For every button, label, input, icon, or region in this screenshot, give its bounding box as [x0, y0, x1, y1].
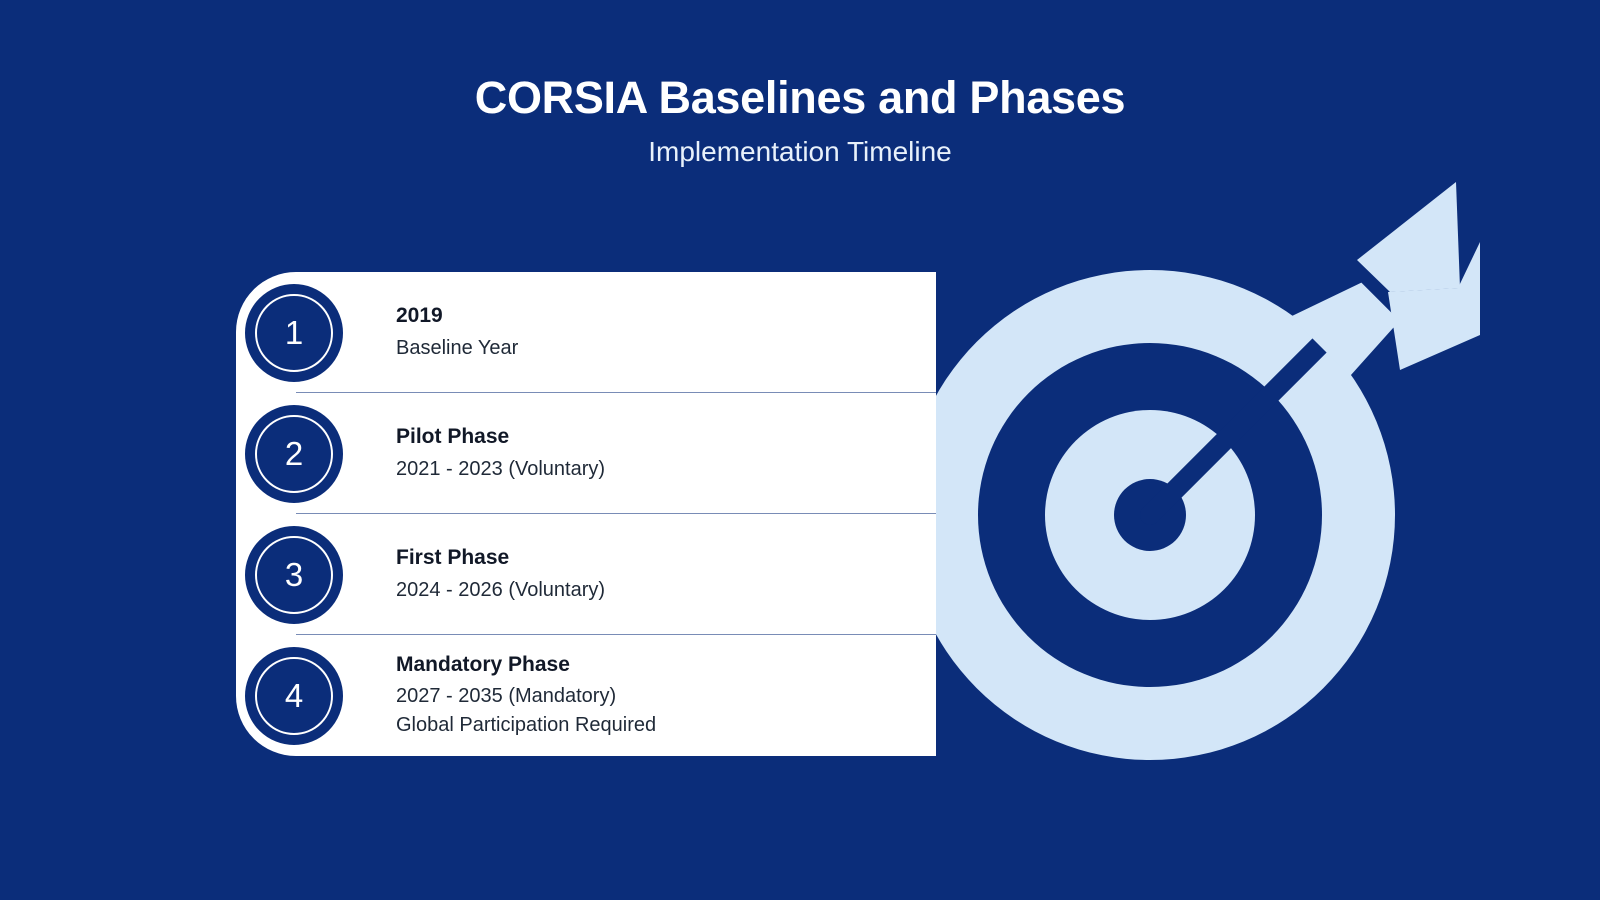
- target-with-dart-icon: [860, 170, 1480, 780]
- row-title: First Phase: [396, 546, 510, 570]
- row-text: [396, 544, 605, 604]
- row-text: [396, 651, 656, 740]
- step-number: 4: [255, 657, 333, 735]
- row-title: Mandatory Phase: [396, 652, 570, 676]
- row-description: 2021 - 2023 (Voluntary): [396, 457, 606, 480]
- step-badge: [238, 519, 350, 631]
- step-number: 1: [255, 294, 333, 372]
- timeline-list: [236, 272, 936, 756]
- row-title: 2019: [396, 304, 443, 328]
- row-description: 2024 - 2026 (Voluntary): [396, 578, 606, 601]
- list-item[interactable]: [236, 393, 936, 514]
- row-title: Pilot Phase: [396, 425, 510, 449]
- list-item[interactable]: [236, 514, 936, 635]
- list-item[interactable]: [236, 635, 936, 756]
- step-badge: [238, 277, 350, 389]
- page-subtitle: Implementation Timeline: [648, 135, 952, 167]
- step-badge: [238, 640, 350, 752]
- row-text: [396, 423, 605, 483]
- step-number: 2: [255, 415, 333, 493]
- row-extra-note: Global Participation Required: [396, 714, 657, 737]
- row-text: [396, 302, 518, 362]
- list-item[interactable]: [236, 272, 936, 393]
- header: [0, 72, 1600, 168]
- row-description: 2027 - 2035 (Mandatory): [396, 685, 617, 708]
- page-title: CORSIA Baselines and Phases: [474, 72, 1126, 123]
- row-description: Baseline Year: [396, 336, 519, 359]
- step-badge: [238, 398, 350, 510]
- step-number: 3: [255, 536, 333, 614]
